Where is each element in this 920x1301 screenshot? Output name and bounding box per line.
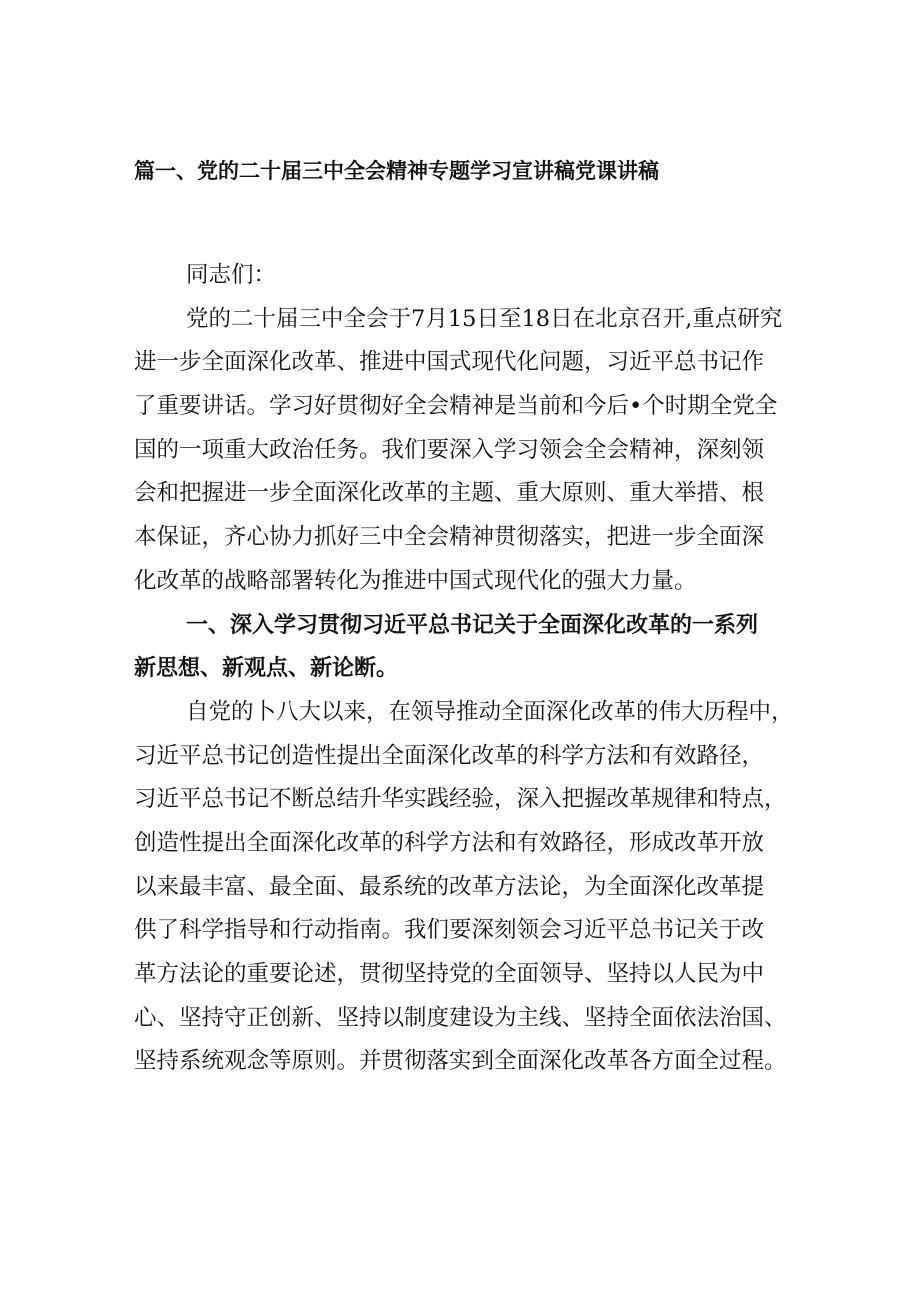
paragraph-line: 化改革的战略部署转化为推进中国式现代化的强大力量。 (134, 567, 697, 594)
section-heading (134, 604, 794, 691)
paragraph-line: 国的一项重大政治任务。我们要深入学习领会全会精神，深刻领 (134, 436, 765, 463)
paragraph-line: 习近平总书记创造性提出全面深化改革的科学方法和有效路径， (134, 742, 765, 769)
section-heading-line: 一、深入学习贯彻习近平总书记关于全面深化改革的一系列 (186, 612, 759, 638)
paragraph-line: 创造性提出全面深化改革的科学方法和有效路径，形成改革开放 (134, 829, 765, 856)
paragraph-line: 会和把握进一步全面深化改革的主题、重大原则、重大举措、根 (134, 480, 765, 507)
section-heading-line: 新思想、新观点、新论断。 (134, 656, 399, 682)
paragraph-line: 供了科学指导和行动指南。我们要深刻领会习近平总书记关于改 (134, 917, 765, 944)
paragraph-line: 自党的卜八大以来，在领导推动全面深化改革的伟大历程中， (186, 698, 794, 725)
document-body (134, 254, 794, 1084)
paragraph-line: 革方法论的重要论述，贯彻坚持党的全面领导、坚持以人民为中 (134, 961, 765, 987)
paragraph-section-1 (134, 691, 794, 1084)
paragraph-line: 进一步全面深化改革、推进中国式现代化问题，习近平总书记作 (134, 349, 765, 376)
paragraph-line: 本保证，齐心协力抓好三中全会精神贯彻落实，把进一步全面深 (134, 524, 765, 551)
document-title: 篇一、党的二十届三中全会精神专题学习宣讲稿党课讲稿 (134, 159, 659, 183)
paragraph-line: 党的二十届三中全会于7月15日至18日在北京召开,重点研究 (186, 305, 783, 332)
paragraph-line: 习近平总书记不断总结升华实践经验，深入把握改革规律和特点， (134, 786, 787, 813)
paragraph-intro (134, 298, 794, 604)
paragraph-line: 坚持系统观念等原则。并贯彻落实到全面深化改革各方面全过程。 (134, 1048, 787, 1075)
paragraph-line: 了重要讲话。学习好贯彻好全会精神是当前和今后•个时期全党全 (134, 393, 778, 420)
paragraph-line: 以来最丰富、最全面、最系统的改革方法论，为全面深化改革提 (134, 873, 765, 900)
salutation: 同志们： (186, 262, 277, 288)
paragraph-line: 心、坚持守正创新、坚持以制度建设为主线、坚持全面依法治国、 (134, 1004, 787, 1031)
